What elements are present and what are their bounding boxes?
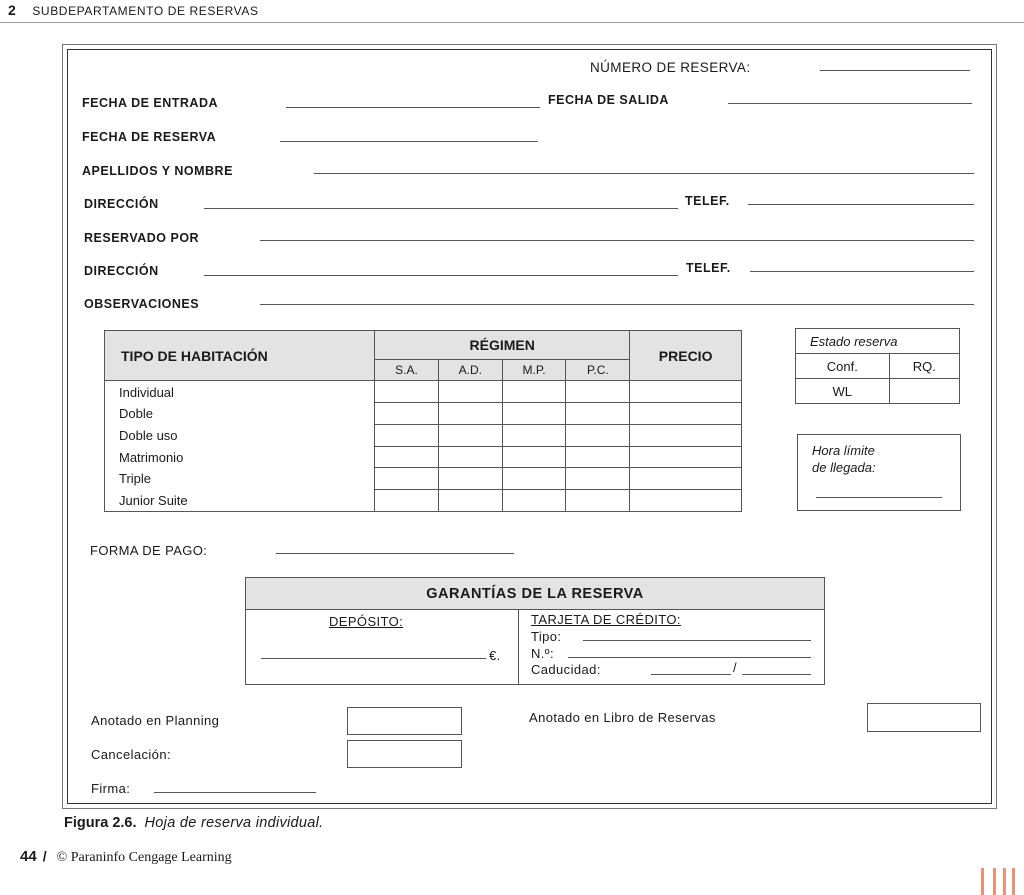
chapter-heading [8, 2, 259, 18]
anotado-libro-checkbox[interactable] [867, 703, 981, 732]
table-cell[interactable] [502, 381, 566, 403]
table-row [105, 424, 742, 446]
page-number: 44 [20, 848, 37, 865]
fecha-entrada-field[interactable] [286, 107, 540, 108]
estado-reserva-table [795, 328, 960, 404]
table-row [105, 403, 742, 425]
direccion-label: DIRECCIÓN [84, 197, 159, 211]
table-cell[interactable] [566, 424, 630, 446]
regimen-col-ad: A.D. [438, 360, 502, 381]
telefono-reservante-label: TELEF. [686, 261, 731, 275]
regimen-col-pc: P.C. [566, 360, 630, 381]
table-cell[interactable] [566, 446, 630, 468]
table-cell[interactable] [566, 468, 630, 490]
table-row [105, 490, 742, 512]
figure-text: Hoja de reserva individual. [144, 815, 324, 831]
table-cell[interactable] [438, 468, 502, 490]
fecha-salida-field[interactable] [728, 103, 972, 104]
apellidos-nombre-label: APELLIDOS Y NOMBRE [82, 164, 233, 178]
reservado-por-field[interactable] [260, 240, 974, 241]
caducidad-slash: / [733, 660, 738, 675]
deposito-field[interactable] [261, 658, 486, 659]
hora-limite-line1: Hora límite [812, 443, 875, 458]
garantias-title: GARANTÍAS DE LA RESERVA [246, 578, 824, 610]
price-cell[interactable] [630, 446, 742, 468]
cancelacion-box[interactable] [347, 740, 462, 768]
page-footer [20, 848, 232, 866]
telefono-field[interactable] [748, 204, 974, 205]
header-rule [0, 22, 1024, 23]
table-row [105, 468, 742, 490]
table-cell[interactable] [438, 424, 502, 446]
table-cell[interactable] [438, 403, 502, 425]
tarjeta-label: TARJETA DE CRÉDITO: [531, 612, 681, 627]
euro-symbol: €. [489, 648, 501, 663]
fecha-salida-label: FECHA DE SALIDA [548, 93, 669, 107]
estado-empty-cell[interactable] [889, 379, 959, 404]
regimen-col-sa: S.A. [375, 360, 439, 381]
firma-field[interactable] [154, 792, 316, 793]
price-cell[interactable] [630, 490, 742, 512]
table-row [105, 446, 742, 468]
table-cell[interactable] [375, 424, 439, 446]
price-cell[interactable] [630, 424, 742, 446]
forma-pago-field[interactable] [276, 553, 514, 554]
chapter-title: SUBDEPARTAMENTO DE RESERVAS [32, 4, 259, 18]
table-cell[interactable] [502, 403, 566, 425]
hora-limite-line2: de llegada: [812, 460, 876, 475]
price-cell[interactable] [630, 468, 742, 490]
table-cell[interactable] [502, 424, 566, 446]
observaciones-field[interactable] [260, 304, 974, 305]
numero-reserva-field[interactable] [820, 70, 970, 71]
reservado-por-label: RESERVADO POR [84, 231, 200, 245]
tarjeta-numero-label: N.º: [531, 646, 554, 661]
fecha-reserva-field[interactable] [280, 141, 538, 142]
table-cell[interactable] [566, 490, 630, 512]
direccion-reservante-field[interactable] [204, 275, 678, 276]
footer-slash: / [42, 848, 47, 864]
caducidad-label: Caducidad: [531, 662, 601, 677]
telefono-reservante-field[interactable] [750, 271, 974, 272]
regimen-col-mp: M.P. [502, 360, 566, 381]
decorative-bar [981, 868, 984, 895]
direccion-reservante-label: DIRECCIÓN [84, 264, 159, 278]
tarjeta-tipo-field[interactable] [583, 640, 811, 641]
table-row [105, 381, 742, 403]
direccion-field[interactable] [204, 208, 678, 209]
hora-limite-box [797, 434, 961, 511]
room-type-label: Doble [105, 403, 375, 425]
table-cell[interactable] [375, 446, 439, 468]
publisher-text: © Paraninfo Cengage Learning [56, 850, 232, 865]
anotado-libro-label: Anotado en Libro de Reservas [529, 710, 716, 725]
estado-reserva-title: Estado reserva [796, 329, 960, 354]
tarjeta-tipo-label: Tipo: [531, 629, 562, 644]
firma-label: Firma: [91, 781, 131, 796]
table-cell[interactable] [438, 446, 502, 468]
figure-label: Figura 2.6. [64, 815, 137, 831]
table-cell[interactable] [375, 490, 439, 512]
estado-conf[interactable]: Conf. [796, 354, 890, 379]
precio-header: PRECIO [630, 331, 742, 381]
fecha-entrada-label: FECHA DE ENTRADA [82, 96, 219, 110]
tipo-habitacion-header: TIPO DE HABITACIÓN [105, 331, 375, 381]
anotado-planning-checkbox[interactable] [347, 707, 462, 735]
table-cell[interactable] [438, 381, 502, 403]
garantias-divider [518, 610, 519, 684]
caducidad-ano-field[interactable] [742, 674, 811, 675]
telefono-label: TELEF. [685, 194, 730, 208]
room-type-label: Matrimonio [105, 446, 375, 468]
room-type-label: Doble uso [105, 424, 375, 446]
table-cell[interactable] [502, 468, 566, 490]
hora-limite-field[interactable] [816, 497, 942, 498]
table-cell[interactable] [566, 403, 630, 425]
table-cell[interactable] [375, 403, 439, 425]
figure-caption [64, 815, 324, 831]
room-type-label: Junior Suite [105, 490, 375, 512]
table-cell[interactable] [375, 468, 439, 490]
numero-reserva-label: NÚMERO DE RESERVA: [590, 60, 751, 75]
observaciones-label: OBSERVACIONES [84, 297, 200, 311]
anotado-planning-label: Anotado en Planning [91, 713, 220, 728]
decorative-bar [1003, 868, 1006, 895]
decorative-bar [1012, 868, 1015, 895]
room-type-label: Triple [105, 468, 375, 490]
table-cell[interactable] [566, 381, 630, 403]
estado-rq[interactable]: RQ. [889, 354, 959, 379]
garantias-box [245, 577, 825, 685]
table-cell[interactable] [438, 490, 502, 512]
regimen-header: RÉGIMEN [375, 331, 630, 360]
estado-wl[interactable]: WL [796, 379, 890, 404]
tarjeta-numero-field[interactable] [568, 657, 811, 658]
room-type-table [104, 330, 742, 512]
deposito-label: DEPÓSITO: [329, 614, 404, 629]
table-cell[interactable] [375, 381, 439, 403]
table-cell[interactable] [502, 446, 566, 468]
room-type-label: Individual [105, 381, 375, 403]
forma-pago-label: FORMA DE PAGO: [90, 543, 208, 558]
price-cell[interactable] [630, 381, 742, 403]
table-cell[interactable] [502, 490, 566, 512]
price-cell[interactable] [630, 403, 742, 425]
decorative-bar [993, 868, 996, 895]
cancelacion-label: Cancelación: [91, 747, 171, 762]
fecha-reserva-label: FECHA DE RESERVA [82, 130, 217, 144]
caducidad-mes-field[interactable] [651, 674, 731, 675]
chapter-number: 2 [8, 2, 17, 18]
apellidos-nombre-field[interactable] [314, 173, 974, 174]
